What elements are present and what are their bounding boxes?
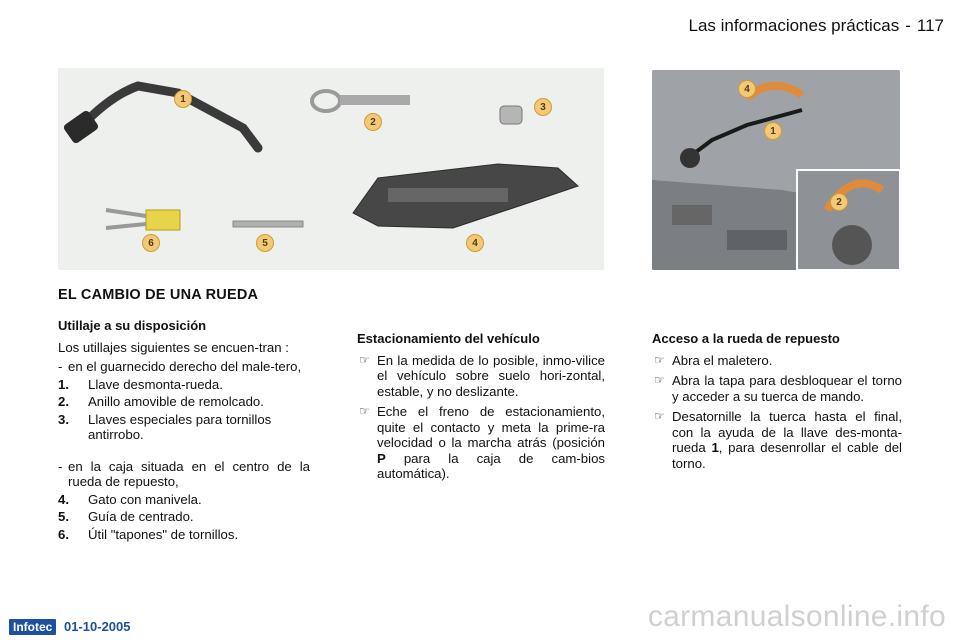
infotec-badge: Infotec (9, 619, 56, 635)
trunk-callout-2: 2 (830, 193, 848, 211)
pointing-hand-icon: ☞ (359, 352, 370, 367)
list-item (58, 412, 310, 443)
callout-1: 1 (174, 90, 192, 108)
section-name: Las informaciones prácticas (688, 16, 900, 35)
tool-ref-1: 1 (711, 440, 719, 455)
list-item (652, 373, 902, 404)
pointing-hand-icon: ☞ (654, 409, 665, 423)
list-item (357, 404, 605, 482)
bullet-text (672, 409, 902, 471)
bullet-text: En la medida de lo posible, inmo-vilice el vehículo sobre suelo hori-zontal, estable, y no deslizante. (377, 352, 605, 399)
antitheft-socket (500, 106, 522, 124)
callout-2: 2 (364, 113, 382, 131)
edition-date: 01-10-2005 (64, 619, 131, 634)
item-number: 2. (58, 394, 69, 409)
bullet-text: Abra el maletero. (672, 352, 773, 368)
tools-group1-text: en el guarnecido derecho del male-tero, (68, 359, 302, 374)
dash-marker: - (58, 458, 63, 474)
item-text: Llaves especiales para tornillos antirrobo. (88, 411, 272, 442)
caps-tool-body (146, 210, 180, 230)
item-number: 5. (58, 509, 69, 524)
jack-screw (388, 188, 508, 202)
callout-4: 4 (466, 234, 484, 252)
trunk-illustration (652, 70, 900, 270)
item-number: 6. (58, 526, 69, 542)
tools-group2-text: en la caja situada en el centro de la rueda de repuesto, (68, 458, 310, 489)
winch-nut (680, 148, 700, 168)
pointing-hand-icon: ☞ (359, 404, 370, 418)
gear-position-p: P (377, 450, 386, 466)
item-number: 4. (58, 491, 69, 507)
trunk-drawing (652, 70, 900, 270)
page-header (689, 16, 945, 36)
bullet-text: Abra la tapa para desbloquear el torno y acceder a su tuerca de mando. (672, 373, 902, 404)
spare-access-subheading: Acceso a la rueda de repuesto (652, 331, 840, 346)
caps-tool-prongs (106, 210, 146, 228)
item-number: 3. (58, 411, 69, 427)
list-item (58, 509, 310, 525)
pointing-hand-icon: ☞ (654, 352, 665, 367)
item-text: Útil "tapones" de tornillos. (88, 526, 239, 542)
pointing-hand-icon: ☞ (654, 373, 665, 387)
section-title: EL CAMBIO DE UNA RUEDA (58, 287, 259, 303)
parking-column (357, 331, 605, 487)
callout-6: 6 (142, 234, 160, 252)
trunk-callout-1: 1 (764, 122, 782, 140)
tools-group1 (58, 359, 310, 375)
list-item (58, 492, 310, 508)
bullet-text (377, 404, 605, 482)
item-text: Gato con manivela. (88, 491, 202, 507)
centering-guide (233, 221, 303, 227)
spare-access-column (652, 331, 902, 476)
callout-5: 5 (256, 234, 274, 252)
page-number: 117 (916, 16, 944, 35)
list-item (58, 394, 310, 410)
trunk-callout-4: 4 (738, 80, 756, 98)
latch-slot (672, 205, 712, 225)
bullet-text-part: Desatornille la tuerca hasta el final, con la ayuda de la llave des-monta-rueda (672, 409, 902, 455)
bullet-text-part: Eche el freno de estacionamiento, quite el contacto y meta la prime-ra velocidad o la marcha atrás (posición (377, 404, 605, 450)
lock-panel (727, 230, 787, 250)
dash-marker: - (58, 359, 63, 374)
list-item (357, 353, 605, 400)
header-separator: - (905, 16, 911, 35)
item-text: Guía de centrado. (88, 509, 194, 524)
parking-subheading: Estacionamiento del vehículo (357, 331, 540, 346)
list-item (652, 353, 902, 369)
tools-drawing (58, 68, 604, 270)
list-item (58, 377, 310, 393)
bullet-text-part: , para desenrollar el cable del torno. (672, 440, 902, 471)
towing-eye-shank (340, 95, 410, 105)
list-item (58, 527, 310, 543)
callout-3: 3 (534, 98, 552, 116)
watermark: carmanualsonline.info (647, 600, 946, 633)
tools-intro: Los utillajes siguientes se encuen-tran : (58, 339, 289, 355)
wheel-brace-shape (78, 86, 258, 148)
item-text: Llave desmonta-rueda. (88, 376, 223, 392)
item-text: Anillo amovible de remolcado. (88, 394, 264, 409)
tools-column (58, 318, 310, 542)
tools-group2 (58, 459, 310, 490)
bullet-text-part: para la caja de cam-bios automática). (377, 450, 606, 481)
item-number: 1. (58, 376, 69, 392)
tools-subheading: Utillaje a su disposición (58, 318, 207, 333)
list-item (652, 409, 902, 471)
inset-nut (832, 225, 872, 265)
tools-illustration (58, 68, 604, 270)
towing-eye-ring (312, 91, 340, 111)
